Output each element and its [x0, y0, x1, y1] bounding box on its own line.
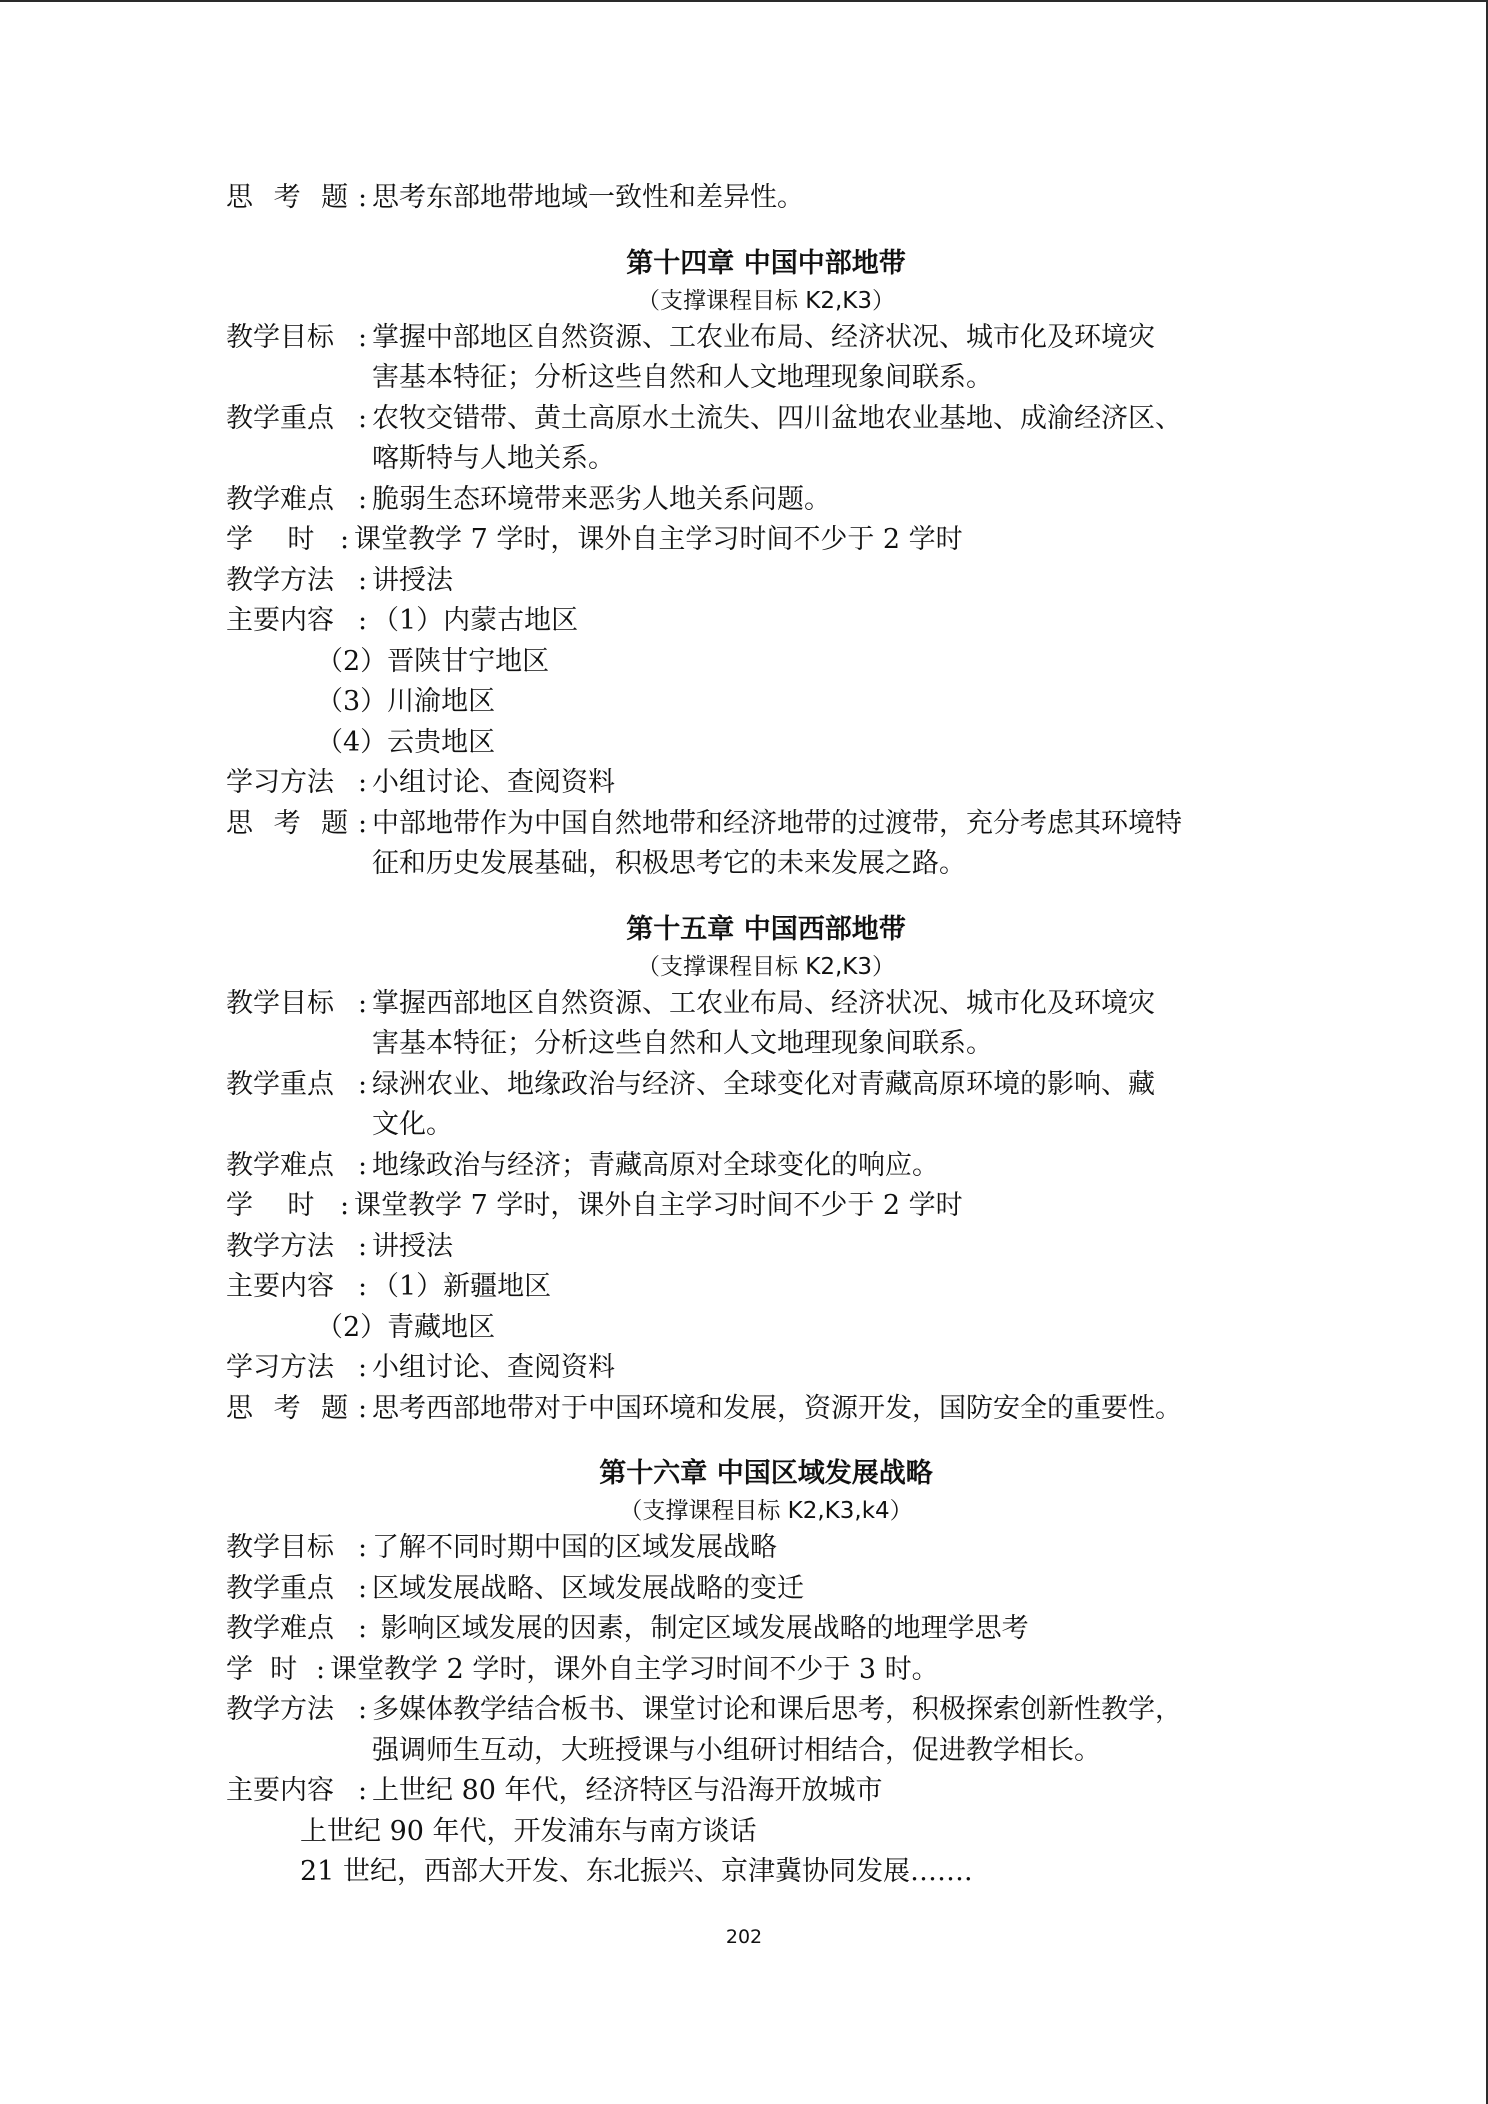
content-row — [226, 1771, 1306, 1812]
hours-label: 学 时 — [226, 1190, 315, 1221]
method-text: 讲授法 — [372, 1230, 453, 1262]
goal-text: 掌握西部地区自然资源、工农业布局、经济状况、城市化及环境灾 — [372, 987, 1155, 1019]
hours-text: 课堂教学 7 学时，课外自主学习时间不少于 2 学时 — [354, 524, 963, 555]
thinking-label: 思 考 题 — [226, 807, 355, 839]
difficulty-text: 脆弱生态环境带来恶劣人地关系问题。 — [372, 483, 831, 515]
colon: : — [358, 564, 368, 596]
colon: : — [358, 1532, 368, 1563]
colon: : — [358, 1068, 368, 1100]
content-item: 上世纪 90 年代，开发浦东与南方谈话 — [300, 1815, 757, 1847]
goal-row — [226, 1528, 1306, 1569]
key-row — [226, 1065, 1306, 1106]
colon: : — [358, 1775, 368, 1806]
goal-label: 教学目标 — [226, 1532, 334, 1563]
colon: : — [358, 1613, 368, 1644]
content-item: （4）云贵地区 — [316, 726, 496, 758]
goal-row — [226, 984, 1306, 1025]
colon: : — [358, 1271, 368, 1302]
key-text-cont: 喀斯特与人地关系。 — [372, 443, 615, 474]
colon: : — [358, 1572, 368, 1604]
method-label: 教学方法 — [226, 1694, 334, 1725]
page-number: 202 — [725, 1926, 763, 1948]
difficulty-text: 地缘政治与经济；青藏高原对全球变化的响应。 — [372, 1149, 939, 1181]
study-label: 学习方法 — [226, 767, 334, 798]
key-text-cont: 文化。 — [372, 1109, 453, 1140]
colon: : — [358, 767, 368, 798]
key-row — [226, 399, 1306, 440]
chapter-15 — [226, 910, 1306, 1430]
hours-row — [226, 520, 1306, 561]
colon: : — [358, 1694, 368, 1725]
thinking-row — [226, 804, 1306, 845]
study-text: 小组讨论、查阅资料 — [372, 1352, 615, 1383]
method-label: 教学方法 — [226, 564, 334, 596]
chapter-target: （支撑课程目标 K2,K3） — [636, 953, 896, 980]
goal-label: 教学目标 — [226, 321, 334, 353]
key-label: 教学重点 — [226, 1068, 334, 1100]
method-row — [226, 561, 1306, 602]
goal-text-cont: 害基本特征；分析这些自然和人文地理现象间联系。 — [372, 1028, 993, 1059]
key-text: 区域发展战略、区域发展战略的变迁 — [372, 1572, 804, 1604]
chapter-14 — [226, 244, 1306, 885]
content-item: 上世纪 80 年代，经济特区与沿海开放城市 — [372, 1775, 883, 1806]
colon: : — [358, 605, 368, 636]
chapter-title: 第十五章 中国西部地带 — [626, 913, 906, 945]
content-item: 21 世纪，西部大开发、东北振兴、京津冀协同发展……. — [300, 1856, 973, 1887]
study-text: 小组讨论、查阅资料 — [372, 767, 615, 798]
colon: : — [358, 987, 368, 1019]
prev-thinking-text: 思考东部地带地域一致性和差异性。 — [372, 182, 804, 213]
content-label: 主要内容 — [226, 605, 334, 636]
study-row — [226, 763, 1306, 804]
goal-text: 了解不同时期中国的区域发展战略 — [372, 1532, 777, 1563]
goal-text: 掌握中部地区自然资源、工农业布局、经济状况、城市化及环境灾 — [372, 321, 1155, 353]
chapter-target: （支撑课程目标 K2,K3,k4） — [619, 1498, 913, 1524]
content-item: （1）内蒙古地区 — [372, 605, 579, 636]
content-item: （3）川渝地区 — [316, 686, 496, 717]
hours-label: 学 时 — [226, 524, 315, 555]
method-label: 教学方法 — [226, 1230, 334, 1262]
thinking-row — [226, 1389, 1306, 1430]
colon: : — [358, 402, 368, 434]
method-row — [226, 1690, 1306, 1731]
colon: : — [358, 483, 368, 515]
document-body — [226, 178, 1306, 1893]
chapter-target: （支撑课程目标 K2,K3） — [636, 287, 896, 314]
colon: : — [358, 1352, 368, 1383]
difficulty-label: 教学难点 — [226, 483, 334, 515]
hours-row — [226, 1650, 1306, 1691]
page-border-top — [0, 0, 1488, 2]
thinking-label: 思 考 题 — [226, 1392, 355, 1424]
difficulty-label: 教学难点 — [226, 1149, 334, 1181]
difficulty-row — [226, 1146, 1306, 1187]
hours-text: 课堂教学 2 学时，课外自主学习时间不少于 3 时。 — [330, 1653, 939, 1685]
content-row — [226, 601, 1306, 642]
hours-text: 课堂教学 7 学时，课外自主学习时间不少于 2 学时 — [354, 1190, 963, 1221]
goal-label: 教学目标 — [226, 987, 334, 1019]
colon: : — [358, 1230, 368, 1262]
hours-row — [226, 1186, 1306, 1227]
study-label: 学习方法 — [226, 1352, 334, 1383]
colon: : — [316, 1653, 326, 1685]
content-item: （1）新疆地区 — [372, 1271, 552, 1302]
colon: : — [358, 807, 368, 839]
chapter-title: 第十四章 中国中部地带 — [626, 247, 906, 279]
content-item: （2）晋陕甘宁地区 — [316, 645, 550, 677]
colon: : — [358, 1392, 368, 1424]
colon: : — [340, 1190, 350, 1221]
content-label: 主要内容 — [226, 1775, 334, 1806]
prev-thinking-label: 思 考 题 — [226, 182, 355, 213]
colon: : — [358, 321, 368, 353]
content-row — [226, 1267, 1306, 1308]
difficulty-row — [226, 1609, 1306, 1650]
content-label: 主要内容 — [226, 1271, 334, 1302]
method-text: 讲授法 — [372, 564, 453, 596]
difficulty-label: 教学难点 — [226, 1613, 334, 1644]
difficulty-row — [226, 480, 1306, 521]
key-label: 教学重点 — [226, 402, 334, 434]
method-text: 多媒体教学结合板书、课堂讨论和课后思考，积极探索创新性教学， — [372, 1694, 1182, 1725]
method-row — [226, 1227, 1306, 1268]
thinking-text: 思考西部地带对于中国环境和发展，资源开发，国防安全的重要性。 — [372, 1392, 1182, 1424]
content-item: （2）青藏地区 — [316, 1311, 496, 1343]
goal-text-cont: 害基本特征；分析这些自然和人文地理现象间联系。 — [372, 362, 993, 393]
study-row — [226, 1348, 1306, 1389]
hours-label: 学 时 — [226, 1653, 298, 1685]
prev-thinking-row — [226, 178, 1306, 219]
difficulty-text: 影响区域发展的因素，制定区域发展战略的地理学思考 — [372, 1613, 1029, 1644]
colon: : — [358, 1149, 368, 1181]
goal-row — [226, 318, 1306, 359]
key-row — [226, 1569, 1306, 1610]
colon: : — [340, 524, 350, 555]
colon: : — [358, 182, 368, 213]
chapter-title: 第十六章 中国区域发展战略 — [599, 1458, 933, 1489]
key-label: 教学重点 — [226, 1572, 334, 1604]
thinking-text: 中部地带作为中国自然地带和经济地带的过渡带，充分考虑其环境特 — [372, 807, 1182, 839]
key-text: 农牧交错带、黄土高原水土流失、四川盆地农业基地、成渝经济区、 — [372, 402, 1182, 434]
key-text: 绿洲农业、地缘政治与经济、全球变化对青藏高原环境的影响、藏 — [372, 1068, 1155, 1100]
method-text-cont: 强调师生互动，大班授课与小组研讨相结合，促进教学相长。 — [372, 1734, 1101, 1766]
chapter-16 — [226, 1454, 1306, 1893]
thinking-text-cont: 征和历史发展基础，积极思考它的未来发展之路。 — [372, 848, 966, 879]
